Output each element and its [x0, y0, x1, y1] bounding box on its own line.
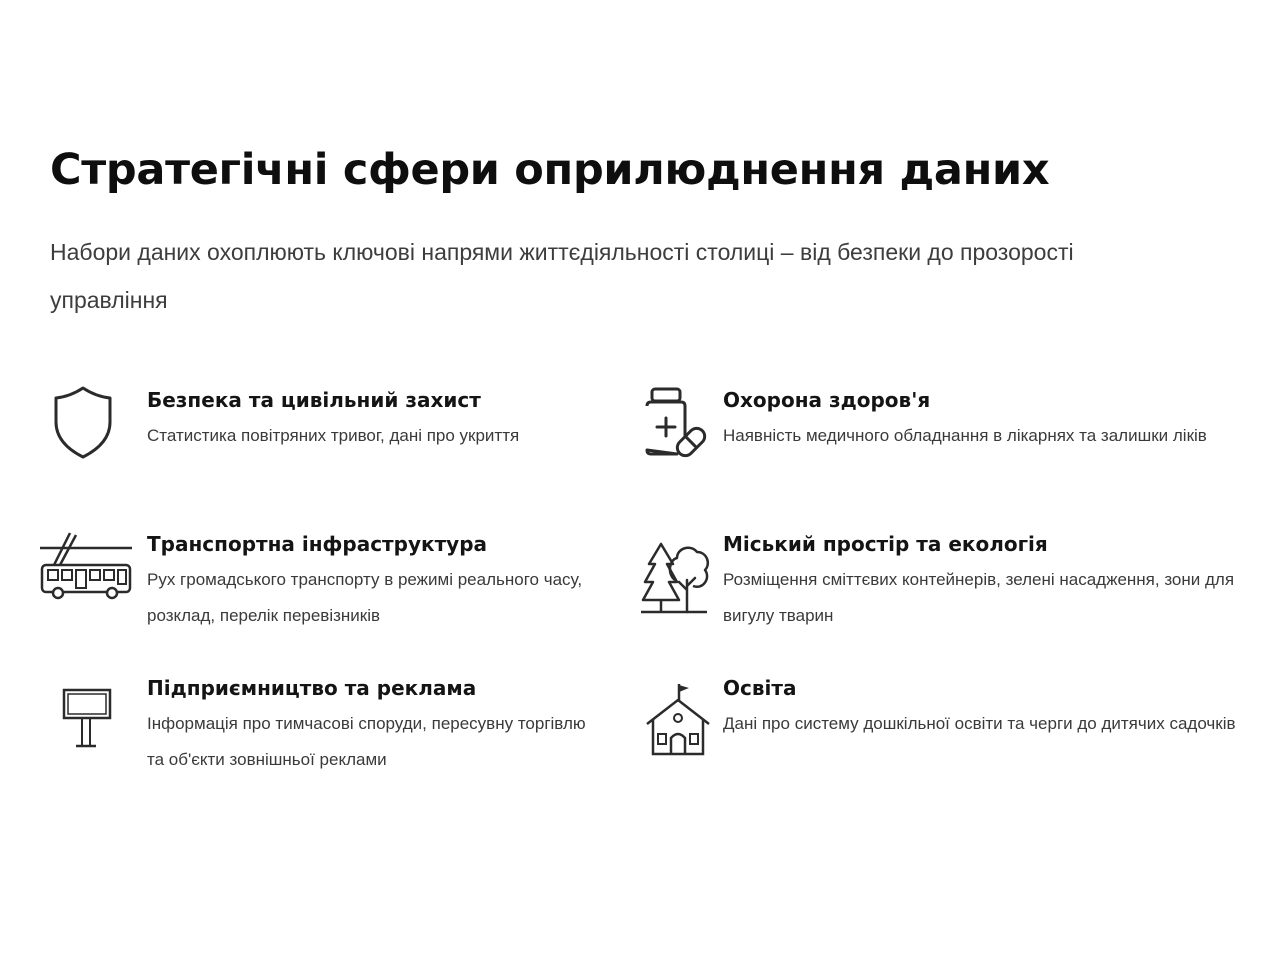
feature-description: Рух громадського транспорту в режимі реального часу, розклад, перелік перевізників	[147, 570, 583, 625]
feature-description: Статистика повітряних тривог, дані про укриття	[147, 426, 520, 445]
feature-description: Інформація про тимчасові споруди, пересувну торгівлю та об'єкти зовнішньої реклами	[147, 714, 586, 769]
feature-title: Підприємництво та реклама	[147, 676, 477, 700]
feature-description: Дані про систему дошкільної освіти та черги до дитячих садочків	[723, 714, 1236, 733]
feature-title: Охорона здоров'я	[723, 388, 931, 412]
shield-icon	[52, 386, 114, 460]
feature-description: Наявність медичного обладнання в лікарнях та залишки ліків	[723, 426, 1207, 445]
feature-title: Безпека та цивільний захист	[147, 388, 481, 412]
feature-title: Транспортна інфраструктура	[147, 532, 488, 556]
feature-title: Освіта	[723, 676, 797, 700]
trees-icon	[641, 540, 711, 616]
feature-title: Міський простір та екологія	[723, 532, 1048, 556]
trolleybus-icon	[40, 530, 134, 604]
medicine-icon	[641, 386, 711, 460]
school-icon	[645, 682, 711, 758]
billboard-icon	[62, 688, 112, 750]
page-subtitle: Набори даних охоплюють ключові напрями життєдіяльності столиці – від безпеки до прозорості управління	[50, 239, 1074, 313]
page-title: Стратегічні сфери оприлюднення даних	[50, 145, 1050, 195]
feature-description: Розміщення сміттєвих контейнерів, зелені насадження, зони для вигулу тварин	[723, 570, 1235, 625]
